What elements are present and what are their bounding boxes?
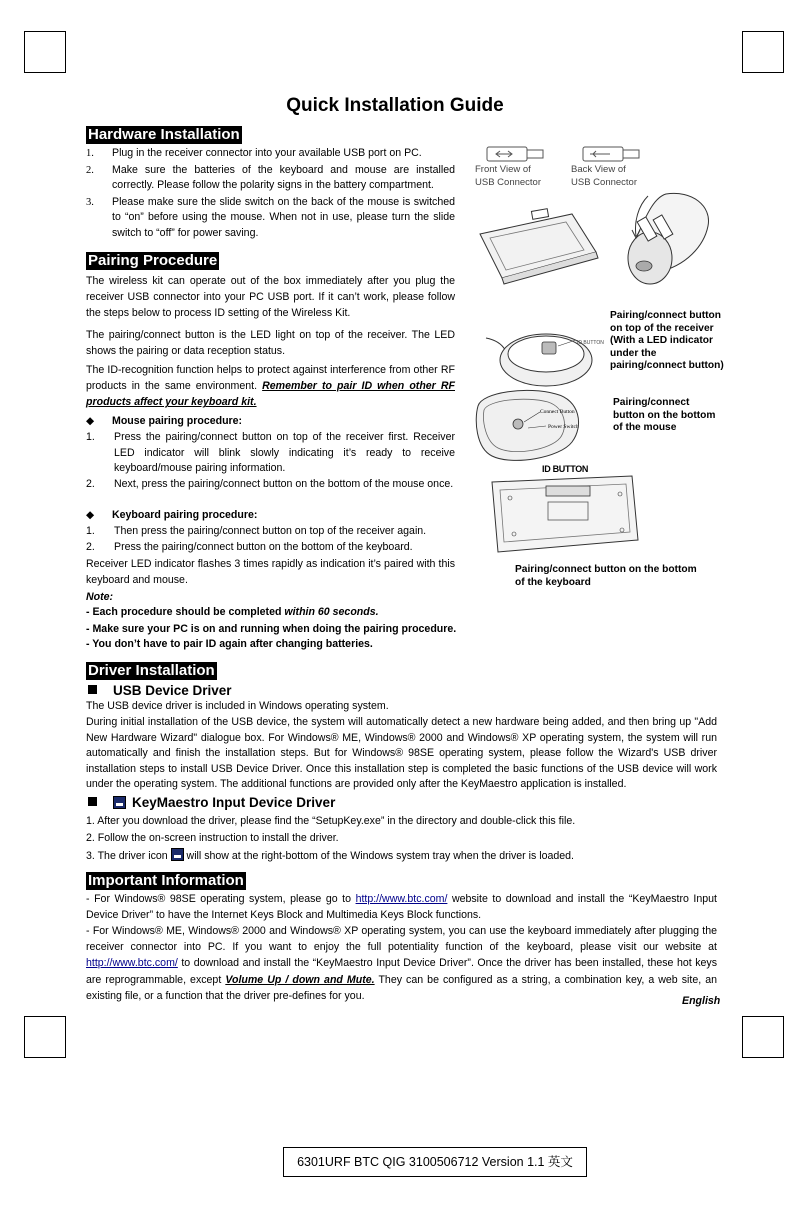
pairing-id-info: The ID-recognition function helps to protect against interference from other RF products in the same environment. Remember to pair ID when other RF products affect your keyboard kit. <box>86 364 455 409</box>
list-item: 1. Plug in the receiver connector into your available USB port on PC. <box>86 147 422 159</box>
registration-mark-bottom-right <box>742 1016 784 1058</box>
pairing-procedure-heading: Pairing Procedure <box>88 252 218 269</box>
page-title: Quick Installation Guide <box>286 95 504 116</box>
mouse-bottom-illustration <box>468 386 614 466</box>
keymaestro-driver-title: KeyMaestro Input Device Driver <box>88 795 335 810</box>
keymaestro-icon <box>113 796 126 809</box>
usb-driver-intro: The USB device driver is included in Windows operating system. <box>86 700 389 712</box>
list-item: 2. Make sure the batteries of the keyboard and mouse are installed correctly. Please follow the polarity signs in the battery compartment. <box>86 163 455 192</box>
usb-connector-front-illustration <box>486 144 546 164</box>
back-usb-caption: Back View of USB Connector <box>571 164 638 188</box>
keyboard-bottom-illustration <box>488 474 642 556</box>
btc-website-link-2[interactable]: http://www.btc.com/ <box>86 957 178 970</box>
receiver-illustration <box>486 322 610 390</box>
square-bullet-icon <box>88 685 97 694</box>
registration-mark-top-right <box>742 31 784 73</box>
keymaestro-tray-icon <box>171 848 184 861</box>
mouse-caption: Pairing/connect button on the bottom of the mouse <box>613 397 716 433</box>
list-item: 2. Next, press the pairing/connect button on the bottom of the mouse once. <box>86 477 454 490</box>
front-usb-caption: Front View of USB Connector <box>475 164 542 188</box>
note-line-2: - Make sure your PC is on and running when doing the pairing procedure. <box>86 623 457 635</box>
hardware-installation-heading: Hardware Installation <box>88 126 240 143</box>
usb-driver-details: During initial installation of the USB device, the system will automatically detect a new hardware being added, and then bring up "Add New Hardware Wizard" dialogue box. For Windows® ME, Windows® 2000 and Windows® XP operating system, the system will run automatically and finish the installation steps. But for Windows® 98SE operating system, please follow the Wizard's USB driver installation steps to install USB Device Driver. Once this installation step is completed the basic functions of the USB device will work under the operating system. The additional functions are provided only after the KeyMaestro application is installed. <box>86 716 717 791</box>
usb-driver-title: USB Device Driver <box>88 683 232 698</box>
note-label: Note: <box>86 591 114 603</box>
pairing-intro: The wireless kit can operate out of the box immediately after you plug the receiver USB connector into your PC USB port. If it can’t work, please follow the steps below to process ID setting of the Wireless Kit. <box>86 275 455 320</box>
list-item: 1. Press the pairing/connect button on top of the receiver first. Receiver LED indicator will blink slowly indicating it’s ready to receive keyboard/mouse pairing information. <box>86 431 455 475</box>
pairing-result: Receiver LED indicator flashes 3 times rapidly as indication it’s paired with this keyboard and mouse. <box>86 558 455 586</box>
footer-version-box: 6301URF BTC QIG 3100506712 Version 1.1 英文 <box>283 1147 587 1177</box>
btc-website-link[interactable]: http://www.btc.com/ <box>355 893 448 905</box>
km-step-1: 1. After you download the driver, please find the “SetupKey.exe” in the directory and double-click this file. <box>86 815 576 827</box>
km-step-3: 3. The driver icon will show at the right-bottom of the Windows system tray when the driver is loaded. <box>86 850 574 862</box>
important-para-2: - For Windows® ME, Windows® 2000 and Windows® XP operating system, you can use the keyboard immediately after plugging the receiver connector into PC. If you want to enjoy the full potentiality function of the keyboard, please visit our website at http://www.btc.com/ to download and install the “KeyMaestro Input Device Driver”. Once the driver has been installed, these hot keys are reprogrammable, except Volume Up / down and Mute. They can be configured as a string, a combination key, a web site, an existing file, or a function that the driver pre-defines for you. <box>86 925 717 1002</box>
list-item: 3. Please make sure the slide switch on the back of the mouse is switched to “on” before using the mouse. When not in use, please turn the slide switch to “off” for power saving. <box>86 195 455 239</box>
note-line-1: - Each procedure should be completed within 60 seconds. <box>86 606 379 618</box>
registration-mark-top-left <box>24 31 66 73</box>
receiver-caption: Pairing/connect button on top of the receiver (With a LED indicator under the pairing/connect button) <box>610 310 724 371</box>
list-item: 2. Press the pairing/connect button on the bottom of the keyboard. <box>86 540 413 553</box>
hardware-steps <box>86 146 455 243</box>
keyboard-caption: Pairing/connect button on the bottom of the keyboard <box>515 564 697 588</box>
keyboard-battery-illustration <box>476 206 600 286</box>
km-step-2: 2. Follow the on-screen instruction to install the driver. <box>86 832 339 844</box>
list-item: 1. Then press the pairing/connect button on top of the receiver again. <box>86 525 427 537</box>
connect-button-label: Connect Button <box>540 409 575 415</box>
important-information-heading: Important Information <box>88 872 244 889</box>
important-para-1: - For Windows® 98SE operating system, please go to http://www.btc.com/ website to download and install the “KeyMaestro Input Device Driver” to have the Internet Keys Block and Multimedia Keys Block functions. <box>86 893 717 922</box>
keyboard-pairing-heading: ◆ Keyboard pairing procedure: <box>112 508 257 524</box>
power-switch-label: Power Switch <box>548 424 579 430</box>
language-label: English <box>682 995 721 1007</box>
driver-installation-heading: Driver Installation <box>88 662 215 679</box>
usb-connector-back-illustration <box>582 144 642 164</box>
diamond-bullet-icon: ◆ <box>86 509 95 521</box>
pairing-led-info: The pairing/connect button is the LED light on top of the receiver. The LED shows the pairing or data reception status. <box>86 329 455 358</box>
receiver-id-label: ID BUTTON <box>577 340 604 346</box>
mouse-pairing-heading: ◆ Mouse pairing procedure: <box>112 414 242 430</box>
mouse-battery-illustration <box>612 186 718 296</box>
note-line-3: - You don’t have to pair ID again after changing batteries. <box>86 638 373 650</box>
registration-mark-bottom-left <box>24 1016 66 1058</box>
diamond-bullet-icon: ◆ <box>86 415 95 427</box>
keyboard-pairing-steps <box>86 524 455 555</box>
square-bullet-icon <box>88 797 97 806</box>
mouse-pairing-steps <box>86 430 455 492</box>
id-button-label: ID BUTTON <box>542 464 589 474</box>
